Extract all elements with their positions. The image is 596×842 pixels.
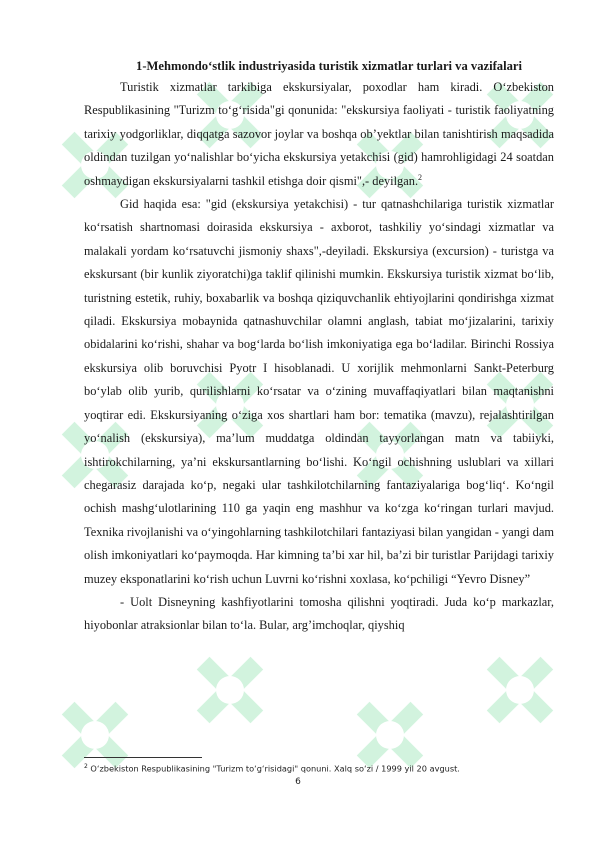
paragraph-3 — [84, 591, 554, 638]
watermark-logo-icon — [176, 636, 283, 743]
paragraph-3-text: - Uolt Disneyning kashfiyotlarini tomosha qilishni yoqtiradi. Juda ko‘p markazlar, hiyobonlar atraksionlar bilan to‘la. Bular, arg’imchoqlar, qiyshiq — [84, 594, 554, 633]
paragraph-1 — [84, 76, 554, 193]
page-number: 6 — [295, 777, 301, 787]
document-page — [84, 58, 554, 638]
footnote — [84, 761, 554, 775]
footnote-divider — [84, 757, 202, 758]
footnote-reference[interactable]: 2 — [418, 172, 423, 182]
footnote-text: O‘zbekiston Respublikasining "Turizm to‘g‘risidagi" qonuni. Xalq so‘zi / 1999 yil 20 avgust. — [87, 763, 460, 774]
footnote-marker: 2 — [84, 763, 88, 770]
paragraph-2 — [84, 193, 554, 591]
section-title: 1-Mehmondo‘stlik industriyasida turistik xizmatlar turlari va vazifalari — [136, 59, 522, 73]
paragraph-1-text: Turistik xizmatlar tarkibiga ekskursiyalar, poxodlar ham kiradi. O‘zbekiston Respublikasining "Turizm to‘g‘risida"gi qonunida: "ekskursiya faoliyati - turistik faoliyatning tarixiy yodgorliklar, diqqatga sazovor joylar va boshqa ob’yektlar bilan tanishtirish maqsadida oldindan tuzilgan yo‘nalishlar bo‘yicha ekskursiya yetakchisi (gid) hamrohligidagi 24 soatdan oshmaydigan ekskursiyalarni tashkil etishga doir qismi",- deyilgan. — [84, 80, 554, 188]
watermark-logo-icon — [466, 636, 573, 743]
paragraph-2-text: Gid haqida esa: "gid (ekskursiya yetakchisi) - tur qatnashchilariga turistik xizmatlar ko‘rsatish shartnomasi doirasida ekskursiya - axborot, tashkiliy yo‘sindagi xizmatlar va malakali yordam ko‘rsatuvchi jismoniy shaxs",-deyiladi. Ekskursiya (excursion) - turistga va ekskursant (bir kunlik ziyoratchi)ga taklif qilinishi mumkin. Ekskursiya turistik xizmat bo‘lib, turistning estetik, ruhiy, boxabarlik va boshqa qiziquvchanlik ehtiyojlarini qondirishga xizmat qiladi. Ekskursiya mobaynida qatnashuvchilar olamni anglash, tabiat mo‘jizalarini, tarixiy obidalarini ko‘rishi, shahar va bog‘larda bo‘lish imkoniyatiga ega bo‘ladilar. Birinchi Rossiya ekskursiya olib boruvchisi Pyotr I hisoblanadi. U xorijlik mehmonlarni Sankt-Peterburg bo‘ylab olib yurib, qurilishlarni ko‘rsatar va o‘zining muvaffaqiyatlari bilan maqtanishni yoqtirar edi. Ekskursiyaning o‘ziga xos shartlari ham bor: tematika (mavzu), rejalashtirilgan yo‘nalish (ekskursiya), ma’lum muddatga oldindan tayyorlangan matn va tabiiyki, ishtirokchilarning, ya’ni ekskursantlarning bo‘lishi. Ko‘ngil ochishning uslublari va xillari chegarasiz darajada ko‘p, negaki ular tashkilotchilarning fantaziyalariga bog‘liq‘. Ko‘ngil ochish mashg‘ulotlarining 110 ga yaqin eng mashhur va ko‘zga ko‘ringan turlari mavjud. Texnika rivojlanishi va o‘yingohlarning tashkilotchilari fantaziyasi bilan yangidan - yangi dam olish imkoniyatlari ko‘paymoqda. Har kimning ta’bi xar hil, ba’zi bir turistlar Parijdagi tarixiy muzey eksponatlarini ko‘rish uchun Luvrni ko‘rishni xoxlasa, ko‘pchiligi “Yevro Disney” — [84, 197, 554, 586]
